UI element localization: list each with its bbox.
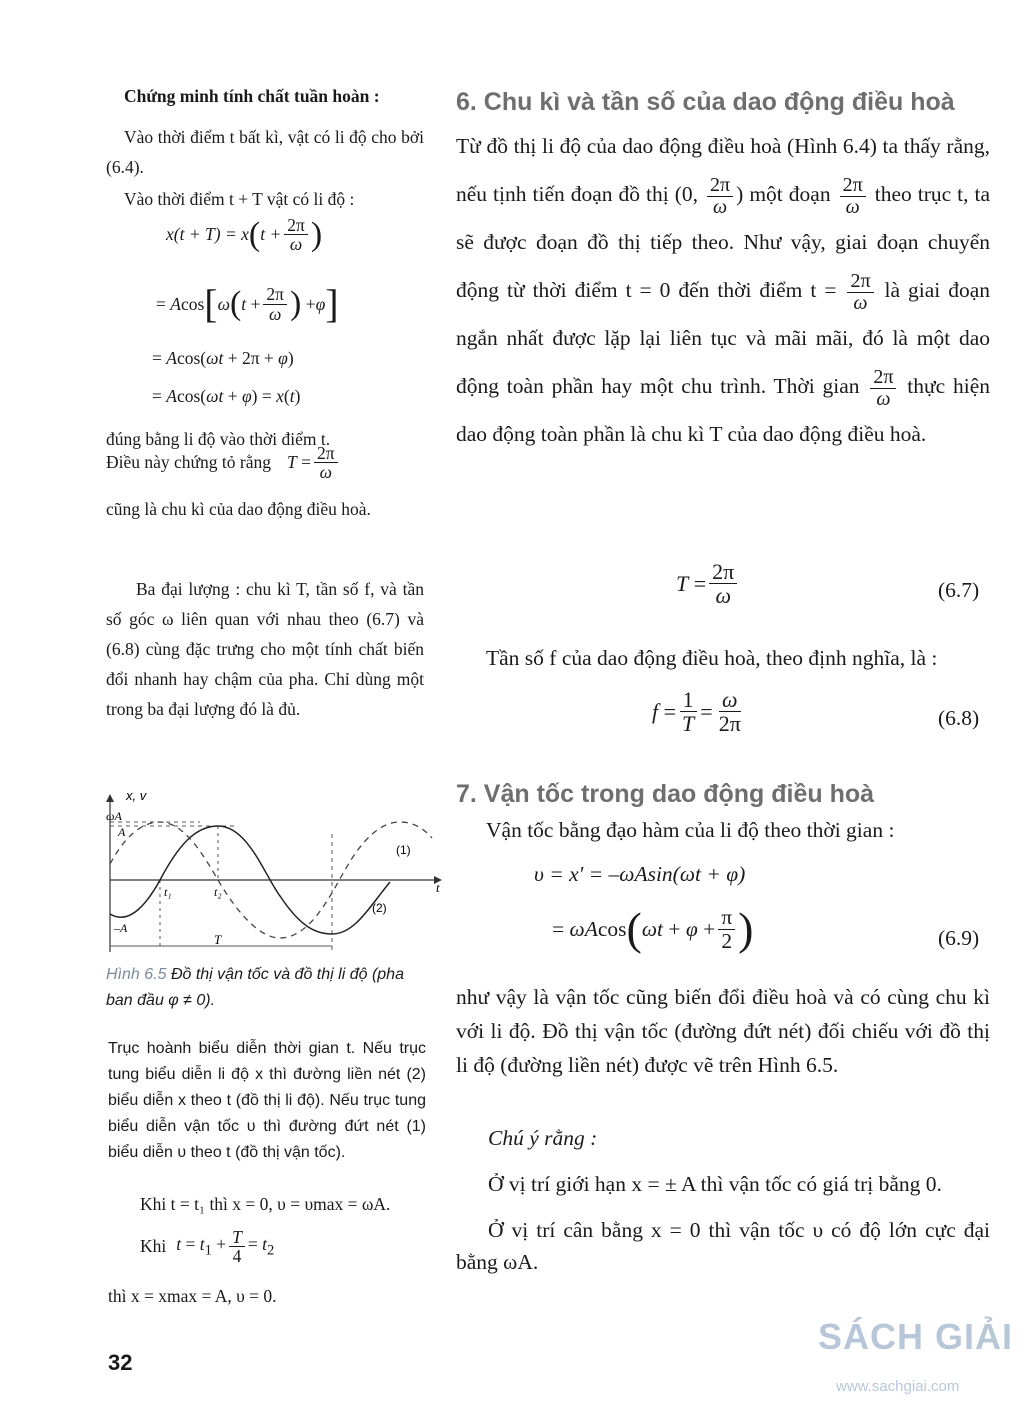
figure-6-5-graph bbox=[100, 786, 450, 956]
section-6-text-f: là giai đoạn ngắn nhất được lặp lại liên tục và mãi mãi, đó là một dao động toàn phần hay một chu trình. Thời gian bbox=[456, 278, 991, 398]
equation-6-7-number: (6.7) bbox=[938, 578, 980, 602]
y-axis-label: x, v bbox=[126, 788, 147, 803]
proof-equation-3: = Acos(ωt + 2π + φ) bbox=[152, 348, 294, 368]
khi-line-2-prefix: Khi bbox=[140, 1236, 167, 1257]
khi-line-1: Khi t = t₁ thì x = 0, υ = υmax = ωA. bbox=[140, 1194, 391, 1214]
section-6-text-d: theo trục t, ta sẽ được đoạn đồ thị tiếp theo. Như vậy, giai đoạn chuyển động từ thời điểm bbox=[456, 182, 991, 302]
watermark-url: www.sachgiai.com bbox=[836, 1378, 960, 1395]
t2-label: t₂ bbox=[214, 885, 222, 899]
proof-paragraph-1: Vào thời điểm t bất kì, vật có li độ cho bởi (6.4). bbox=[106, 127, 424, 177]
page-number: 32 bbox=[108, 1350, 133, 1375]
watermark-brand: SÁCH GIẢI bbox=[818, 1316, 1014, 1357]
t1-label: t₁ bbox=[164, 885, 172, 899]
velocity-conclusion: như vậy là vận tốc cũng biến đổi điều hoà và có cùng chu kì với li độ. Đồ thị vận tốc (đường đứt nét) đối chiếu với đồ thị li độ (đường liền nét) được vẽ trên Hình 6.5. bbox=[456, 985, 990, 1077]
section-6-text-g: thực hiện dao động toàn phần là chu kì T của dao động điều hoà. bbox=[456, 374, 990, 446]
equation-6-8-number: (6.8) bbox=[938, 706, 980, 730]
proof-paragraph-3c: cũng là chu kì của dao động điều hoà. bbox=[106, 499, 371, 519]
equation-6-9-line-2: = ωAcos ( ωt + φ + $\frac{\pi}{2}$ ) bbox=[552, 903, 754, 955]
figure-caption-text: Đồ thị vận tốc và đồ thị li độ (pha ban đầu φ ≠ 0). bbox=[106, 966, 404, 1009]
proof-paragraph-3b: Điều này chứng tỏ rằng T = $\frac{2\pi}{\omega}$ bbox=[106, 444, 424, 482]
proof-title: Chứng minh tính chất tuần hoàn : bbox=[124, 86, 380, 106]
proof-paragraph-2: Vào thời điểm t + T vật có li độ : bbox=[124, 189, 355, 209]
omegaA-label: ωA bbox=[106, 809, 122, 823]
equation-6-9-line-1: υ = x' = –ωAsin(ωt + φ) bbox=[534, 862, 746, 886]
t-axis-label: t bbox=[436, 880, 440, 895]
equation-6-9-number: (6.9) bbox=[938, 926, 980, 950]
figure-caption bbox=[106, 962, 424, 1014]
section-6-text-c: đoạn bbox=[788, 182, 831, 206]
equation-6-8: f = $\frac{1}{T}$ = $\frac{\omega}{2\pi}$ bbox=[652, 687, 741, 737]
frequency-definition: Tần số f của dao động điều hoà, theo định nghĩa, là : bbox=[486, 646, 938, 670]
A-label: A bbox=[118, 825, 126, 839]
section-6-heading: 6. Chu kì và tần số của dao động điều hoà bbox=[456, 88, 955, 116]
khi-line-3: thì x = xmax = A, υ = 0. bbox=[108, 1286, 277, 1306]
T-label: T bbox=[214, 932, 222, 947]
section-6-text-e: t = 0 đến thời điểm t = bbox=[625, 278, 837, 302]
minusA-label: –A bbox=[114, 921, 128, 935]
khi-line-2: Khi $t = t_1$ + $\frac{T}{4}$ = $t_2$ bbox=[140, 1227, 275, 1267]
section-6-text-b: ) một bbox=[736, 182, 783, 206]
proof-equation-2: = Acos [ ω ( t + $\frac{2\pi}{\omega}$ ) + φ ] bbox=[156, 281, 339, 326]
equation-6-7: T = $\frac{2\pi}{\omega}$ bbox=[676, 560, 740, 607]
note-title: Chú ý rằng : bbox=[488, 1126, 598, 1150]
y-axis-arrow bbox=[106, 794, 114, 802]
curve-2-label: (2) bbox=[372, 901, 387, 915]
section-6-paragraph: Từ đồ thị li độ của dao động điều hoà (Hình 6.4) ta thấy rằng, nếu tịnh tiến đoạn đồ thị (0, $\frac{2\pi}{\omega}$ ) một đoạn $\frac{2\pi}{\omega}$ theo trục t, ta sẽ được đoạn đồ thị tiếp theo. Như vậy, giai đoạn chuyển động từ thời điểm t = 0 đến thời điểm t = $\frac{2\pi}{\omega}$ là giai đoạn ngắn nhất được lặp lại liên tục và mãi mãi, đó là một dao động toàn phần hay một chu trình. Thời gian $\frac{2\pi}{\omega}$ thực hiện dao động toàn phần là chu kì T của dao động điều hoà. bbox=[456, 134, 991, 446]
section-7-heading: 7. Vận tốc trong dao động điều hoà bbox=[456, 780, 875, 808]
proof-equation-1: x(t + T) = x ( t + $\frac{2\pi}{\omega}$ ) bbox=[166, 215, 323, 255]
note-2: Ở vị trí cân bằng x = 0 thì vận tốc υ có độ lớn cực đại bằng ωA. bbox=[456, 1218, 990, 1274]
proof-paragraph-3a: đúng bằng li độ vào thời điểm t. bbox=[106, 429, 331, 449]
graph-explanation: Trục hoành biểu diễn thời gian t. Nếu trục tung biểu diễn li độ x thì đường liền nét (2) biểu diễn x theo t (đồ thị li độ). Nếu trục tung biểu diễn vận tốc υ thì đường đứt nét (1) biểu diễn υ theo t (đồ thị vận tốc). bbox=[108, 1040, 426, 1161]
figure-caption-number: Hình 6.5 bbox=[106, 966, 167, 983]
curve-1-label: (1) bbox=[396, 843, 411, 857]
proof-equation-4: = Acos(ωt + φ) = x(t) bbox=[152, 386, 301, 406]
quantities-paragraph: Ba đại lượng : chu kì T, tần số f, và tần số góc ω liên quan với nhau theo (6.7) và (6.8) cùng đặc trưng cho một tính chất biến đổi nhanh hay chậm của pha. Chỉ dùng một trong ba đại lượng đó là đủ. bbox=[106, 579, 424, 719]
note-1: Ở vị trí giới hạn x = ± A thì vận tốc có giá trị bằng 0. bbox=[488, 1172, 942, 1196]
proof-paragraph-3b-text: Điều này chứng tỏ rằng bbox=[106, 452, 271, 473]
section-6-text-a: Từ đồ thị li độ của dao động điều hoà (Hình 6.4) ta thấy rằng, nếu tịnh tiến đoạn đồ thị (0, bbox=[456, 134, 990, 206]
velocity-intro: Vận tốc bằng đạo hàm của li độ theo thời gian : bbox=[486, 818, 895, 842]
